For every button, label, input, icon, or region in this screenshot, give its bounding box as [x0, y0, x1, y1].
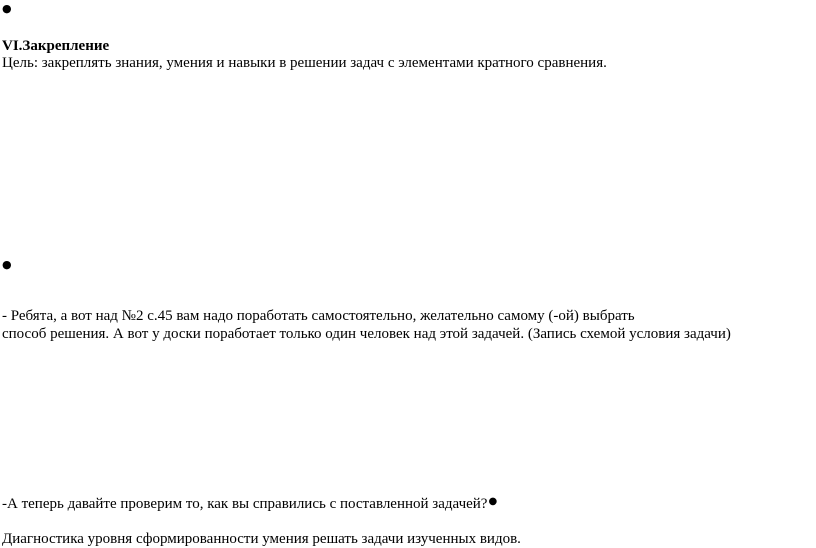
bullet-marker-2: ● [2, 258, 12, 271]
diagnostics-text: Диагностика уровня сформированности умения решать задачи изученных видов. [2, 531, 521, 547]
bullet-marker-1: ● [2, 2, 12, 15]
check-question-text: -А теперь давайте проверим то, как вы справились с поставленной задачей? [2, 496, 488, 512]
task-text-line-1: - Ребята, а вот над №2 с.45 вам надо поработать самостоятельно, желательно самому (-ой) выбрать [2, 308, 635, 324]
section-heading: VI.Закрепление [2, 38, 110, 54]
inline-bullet-marker: ● [488, 496, 498, 507]
section-goal: Цель: закреплять знания, умения и навыки в решении задач с элементами кратного сравнения. [2, 55, 607, 71]
task-text-line-2: способ решения. А вот у доски поработает только один человек над этой задачей. (Запись схемой условия задачи) [2, 326, 731, 342]
check-question [2, 495, 497, 515]
